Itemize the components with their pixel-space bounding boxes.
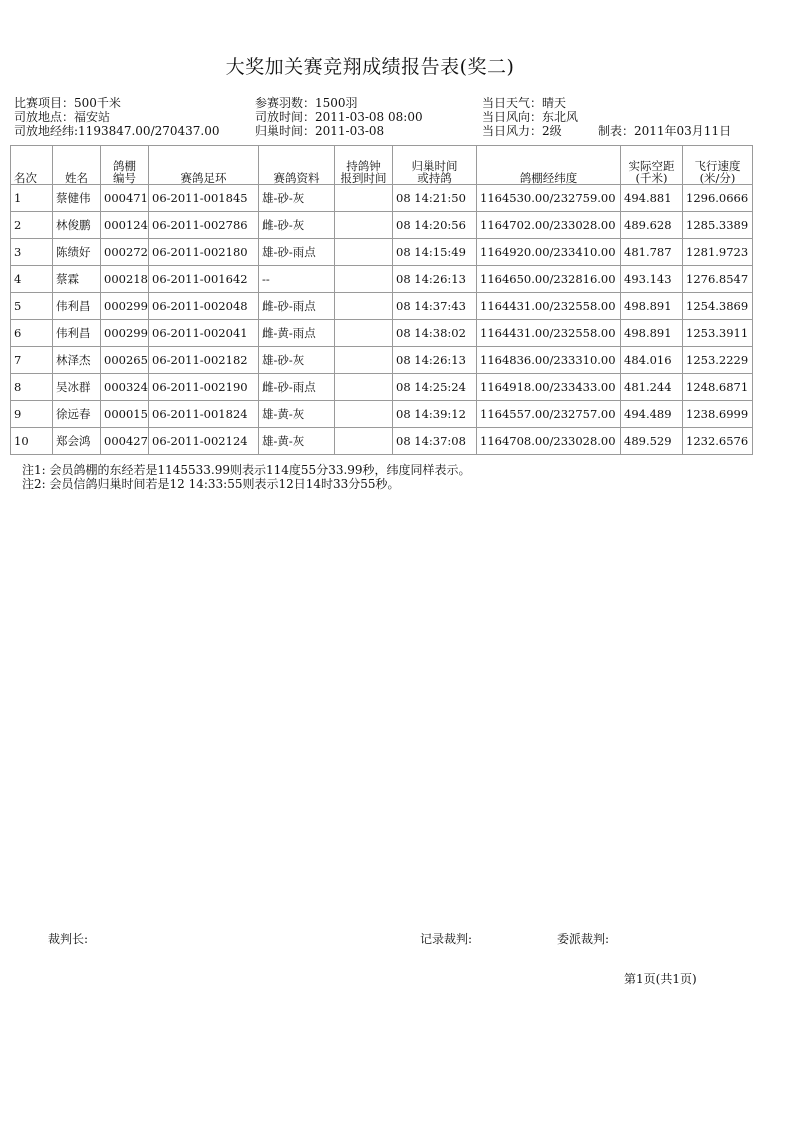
cell-loft-no: 000299 [101, 320, 149, 347]
cell-distance: 484.016 [621, 347, 683, 374]
cell-rank: 8 [11, 374, 53, 401]
cell-ring: 06-2011-001642 [149, 266, 259, 293]
cell-name: 伟利昌 [53, 320, 101, 347]
cell-return-time: 08 14:21:50 [393, 185, 477, 212]
cell-pigeon-info: 雌-砂-雨点 [259, 374, 335, 401]
cell-clock-time [335, 428, 393, 455]
results-table [10, 145, 753, 455]
cell-distance: 493.143 [621, 266, 683, 293]
cell-name: 伟利昌 [53, 293, 101, 320]
header-clock-time: 持鸽钟 报到时间 [335, 146, 393, 185]
header-loft-no: 鸽棚 编号 [101, 146, 149, 185]
cell-clock-time [335, 239, 393, 266]
cell-speed: 1248.6871 [683, 374, 753, 401]
table-row [11, 185, 753, 212]
cell-name: 林泽杰 [53, 347, 101, 374]
cell-coords: 1164557.00/232757.00 [477, 401, 621, 428]
cell-speed: 1254.3869 [683, 293, 753, 320]
table-row [11, 374, 753, 401]
cell-coords: 1164708.00/233028.00 [477, 428, 621, 455]
cell-coords: 1164530.00/232759.00 [477, 185, 621, 212]
table-row [11, 239, 753, 266]
cell-loft-no: 000299 [101, 293, 149, 320]
cell-loft-no: 000015 [101, 401, 149, 428]
cell-speed: 1232.6576 [683, 428, 753, 455]
cell-return-time: 08 14:25:24 [393, 374, 477, 401]
cell-loft-no: 000471 [101, 185, 149, 212]
cell-rank: 1 [11, 185, 53, 212]
header-rank: 名次 [11, 146, 53, 185]
note-2: 注2: 会员信鸽归巢时间若是12 14:33:55则表示12日14时33分55秒。 [22, 477, 400, 491]
cell-coords: 1164702.00/233028.00 [477, 212, 621, 239]
info-wind-force: 当日风力：2级 [482, 124, 562, 138]
cell-coords: 1164431.00/232558.00 [477, 320, 621, 347]
notes [22, 463, 471, 491]
cell-coords: 1164920.00/233410.00 [477, 239, 621, 266]
cell-distance: 481.244 [621, 374, 683, 401]
cell-pigeon-info: 雄-砂-雨点 [259, 239, 335, 266]
cell-speed: 1281.9723 [683, 239, 753, 266]
info-count: 参赛羽数：1500羽 [255, 96, 358, 110]
cell-rank: 2 [11, 212, 53, 239]
header-speed: 飞行速度 (米/分) [683, 146, 753, 185]
table-row [11, 293, 753, 320]
header-coords: 鸽棚经纬度 [477, 146, 621, 185]
info-release-time: 司放时间：2011-03-08 08:00 [255, 110, 423, 124]
cell-clock-time [335, 185, 393, 212]
cell-ring: 06-2011-002048 [149, 293, 259, 320]
cell-return-time: 08 14:26:13 [393, 266, 477, 293]
cell-clock-time [335, 401, 393, 428]
cell-name: 林俊鹏 [53, 212, 101, 239]
cell-distance: 498.891 [621, 320, 683, 347]
table-header-row [11, 146, 753, 185]
cell-loft-no: 000218 [101, 266, 149, 293]
info-weather: 当日天气：晴天 [482, 96, 567, 110]
cell-name: 吴冰群 [53, 374, 101, 401]
cell-loft-no: 000265 [101, 347, 149, 374]
cell-ring: 06-2011-002182 [149, 347, 259, 374]
cell-return-time: 08 14:37:43 [393, 293, 477, 320]
note-1: 注1: 会员鸽棚的东经若是1145533.99则表示114度55分33.99秒，纬度同样表示。 [22, 463, 471, 477]
signature-record-judge: 记录裁判: [420, 932, 473, 946]
cell-clock-time [335, 212, 393, 239]
table-row [11, 428, 753, 455]
table-row [11, 266, 753, 293]
table-body [11, 185, 753, 455]
report-title: 大奖加关赛竞翔成绩报告表(奖二) [225, 56, 515, 78]
cell-rank: 7 [11, 347, 53, 374]
cell-pigeon-info: 雄-砂-灰 [259, 347, 335, 374]
cell-ring: 06-2011-002041 [149, 320, 259, 347]
cell-name: 陈绩好 [53, 239, 101, 266]
cell-clock-time [335, 320, 393, 347]
cell-clock-time [335, 266, 393, 293]
cell-rank: 5 [11, 293, 53, 320]
cell-loft-no: 000324 [101, 374, 149, 401]
info-return-time: 归巢时间：2011-03-08 [255, 124, 385, 138]
cell-speed: 1285.3389 [683, 212, 753, 239]
cell-pigeon-info: 雌-黄-雨点 [259, 320, 335, 347]
cell-rank: 10 [11, 428, 53, 455]
cell-return-time: 08 14:37:08 [393, 428, 477, 455]
cell-distance: 489.529 [621, 428, 683, 455]
signature-appointed-judge: 委派裁判: [557, 932, 610, 946]
info-location: 司放地点：福安站 [14, 110, 111, 124]
cell-speed: 1296.0666 [683, 185, 753, 212]
header-pigeon-info: 赛鸽资料 [259, 146, 335, 185]
cell-pigeon-info: 雄-砂-灰 [259, 185, 335, 212]
info-made-date: 制表：2011年03月11日 [598, 124, 732, 138]
cell-clock-time [335, 293, 393, 320]
cell-distance: 498.891 [621, 293, 683, 320]
cell-speed: 1253.2229 [683, 347, 753, 374]
cell-distance: 481.787 [621, 239, 683, 266]
cell-return-time: 08 14:15:49 [393, 239, 477, 266]
header-name: 姓名 [53, 146, 101, 185]
cell-name: 郑会鸿 [53, 428, 101, 455]
cell-clock-time [335, 347, 393, 374]
table-row [11, 212, 753, 239]
cell-ring: 06-2011-001845 [149, 185, 259, 212]
cell-rank: 6 [11, 320, 53, 347]
cell-pigeon-info: 雄-黄-灰 [259, 428, 335, 455]
cell-name: 蔡霖 [53, 266, 101, 293]
cell-coords: 1164431.00/232558.00 [477, 293, 621, 320]
cell-pigeon-info: 雌-砂-灰 [259, 212, 335, 239]
cell-ring: 06-2011-002124 [149, 428, 259, 455]
table-row [11, 320, 753, 347]
cell-pigeon-info: 雌-砂-雨点 [259, 293, 335, 320]
cell-return-time: 08 14:38:02 [393, 320, 477, 347]
cell-clock-time [335, 374, 393, 401]
cell-speed: 1238.6999 [683, 401, 753, 428]
cell-ring: 06-2011-002190 [149, 374, 259, 401]
cell-coords: 1164918.00/233433.00 [477, 374, 621, 401]
page-number: 第1页(共1页) [624, 972, 697, 986]
cell-ring: 06-2011-002180 [149, 239, 259, 266]
cell-coords: 1164650.00/232816.00 [477, 266, 621, 293]
cell-coords: 1164836.00/233310.00 [477, 347, 621, 374]
cell-pigeon-info: 雄-黄-灰 [259, 401, 335, 428]
header-return-time: 归巢时间 或持鸽 [393, 146, 477, 185]
table-row [11, 401, 753, 428]
table-row [11, 347, 753, 374]
info-wind-direction: 当日风向：东北风 [482, 110, 579, 124]
cell-speed: 1276.8547 [683, 266, 753, 293]
cell-loft-no: 000124 [101, 212, 149, 239]
header-ring: 赛鸽足环 [149, 146, 259, 185]
info-coords: 司放地经纬:1193847.00/270437.00 [14, 124, 220, 138]
cell-ring: 06-2011-002786 [149, 212, 259, 239]
cell-distance: 494.881 [621, 185, 683, 212]
cell-distance: 494.489 [621, 401, 683, 428]
cell-pigeon-info: -- [259, 266, 335, 293]
info-event: 比赛项目：500千米 [14, 96, 121, 110]
cell-rank: 9 [11, 401, 53, 428]
signature-chief-judge: 裁判长: [48, 932, 89, 946]
cell-return-time: 08 14:20:56 [393, 212, 477, 239]
cell-loft-no: 000272 [101, 239, 149, 266]
cell-distance: 489.628 [621, 212, 683, 239]
cell-loft-no: 000427 [101, 428, 149, 455]
cell-return-time: 08 14:26:13 [393, 347, 477, 374]
cell-return-time: 08 14:39:12 [393, 401, 477, 428]
header-distance: 实际空距 (千米) [621, 146, 683, 185]
cell-name: 蔡健伟 [53, 185, 101, 212]
cell-name: 徐远春 [53, 401, 101, 428]
cell-rank: 4 [11, 266, 53, 293]
cell-speed: 1253.3911 [683, 320, 753, 347]
cell-ring: 06-2011-001824 [149, 401, 259, 428]
cell-rank: 3 [11, 239, 53, 266]
